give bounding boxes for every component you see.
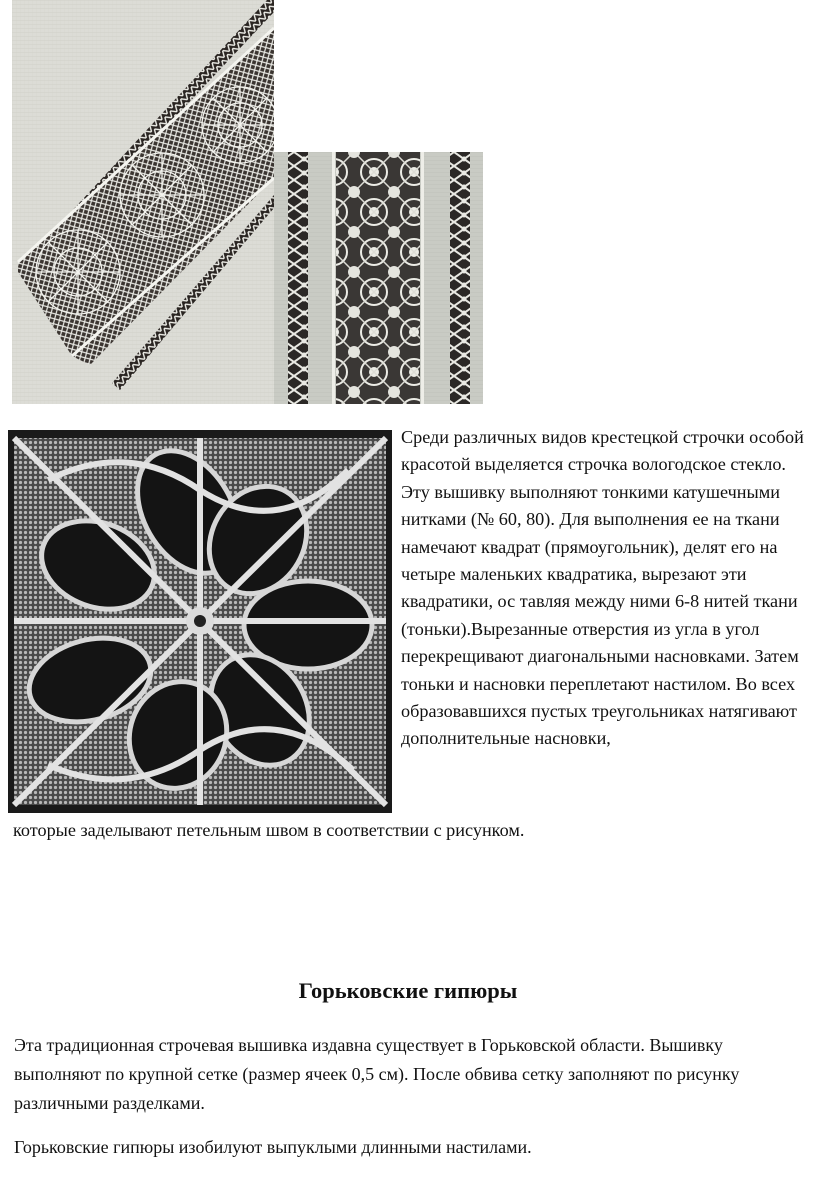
lace-stripes-photo: [274, 152, 483, 404]
vologda-glass-lace-photo: [8, 430, 392, 813]
paragraph-vologda-glass-continuation: которые заделывают петельным швом в соответствии с рисунком.: [13, 820, 525, 840]
lace-runner-photo: [12, 0, 274, 404]
paragraph-vologda-glass: Среди различных видов крестецкой строчки особой красотой выделяется строчка вологодское стекло. Эту вышивку выполняют тонкими катушечными нитками (№ 60, 80). Для выполнения ее на ткани намечают квадрат (прямоугольник), делят его на четыре маленьких квадратика, вырезают эти квадратики, ос тавляя между ними 6-8 нитей ткани (тоньки).Вырезанные отверстия из угла в угол перекрещивают диагональными насновками. Затем тоньки и насновки переплетают настилом. Во всех образовавшихся пустых треугольниках натягивают дополнительные насновки,: [401, 427, 804, 749]
paragraph-gorky-guipure-satin: Горьковские гипюры изобилуют выпуклыми длинными настилами.: [14, 1137, 532, 1157]
section-title: Горьковские гипюры: [298, 978, 518, 1003]
paragraph-gorky-guipure: Эта традиционная строчевая вышивка издавна существует в Горьковской области. Вышивку выполняют по крупной сетке (размер ячеек 0,5 см). После обвива сетку заполняют по рисунку различными разделками.: [14, 1035, 740, 1113]
